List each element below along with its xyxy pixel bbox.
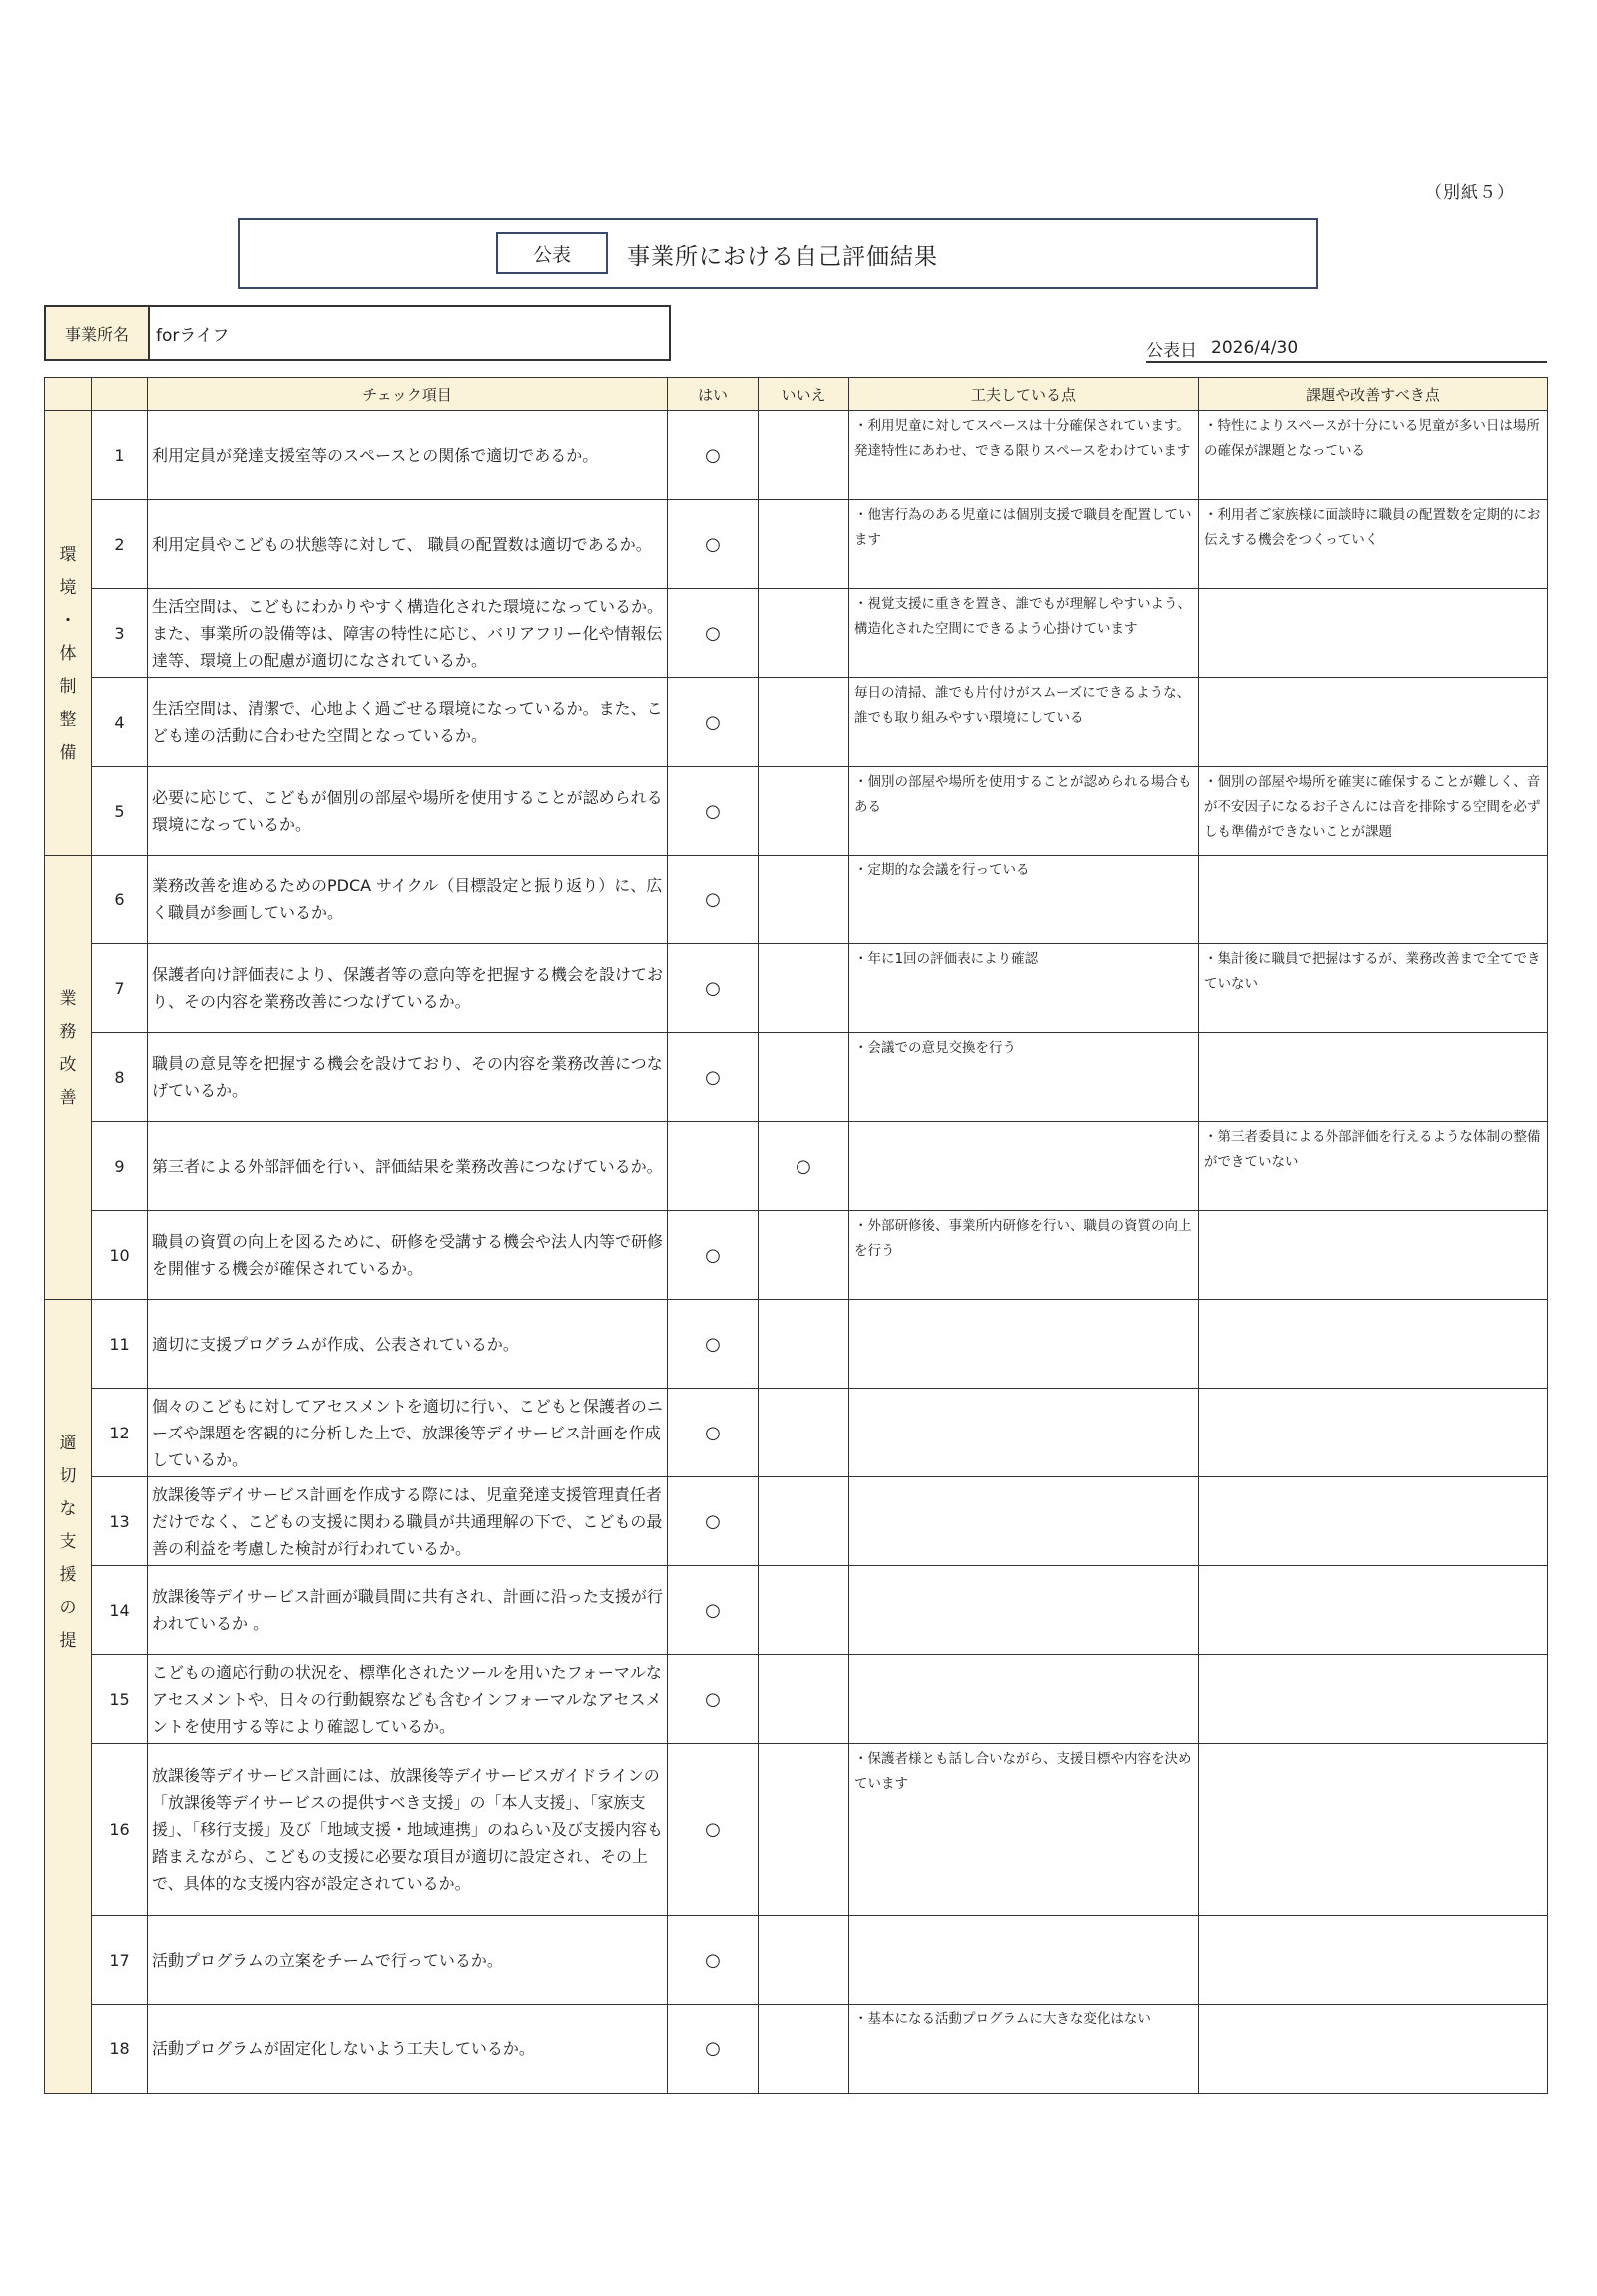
efforts-note [849,1477,1199,1566]
check-item-text: 個々のこどもに対してアセスメントを適切に行い、こどもと保護者のニーズや課題を客観的に分析した上で、放課後等デイサービス計画を作成しているか。 [148,1389,668,1477]
check-item-text: 放課後等デイサービス計画を作成する際には、児童発達支援管理責任者だけでなく、こどもの支援に関わる職員が共通理解の下で、こどもの最善の利益を考慮した検討が行われているか。 [148,1477,668,1566]
no-mark [759,1477,849,1566]
no-mark [759,1744,849,1916]
yes-mark: ○ [668,1300,759,1389]
yes-mark: ○ [668,1033,759,1122]
item-number: 4 [92,678,148,767]
check-item-text: 第三者による外部評価を行い、評価結果を業務改善につなげているか。 [148,1122,668,1211]
no-mark [759,2005,849,2094]
check-item-text: 活動プログラムが固定化しないよう工夫しているか。 [148,2005,668,2094]
issues-note [1199,1211,1548,1300]
table-row [45,1566,1548,1655]
item-number: 18 [92,2005,148,2094]
item-number: 8 [92,1033,148,1122]
check-item-text: 利用定員やこどもの状態等に対して、 職員の配置数は適切であるか。 [148,500,668,589]
header-category [45,378,92,411]
issues-note: ・個別の部屋や場所を確実に確保することが難しく、音が不安因子になるお子さんには音を排除する空間を必ずしも準備ができないことが課題 [1199,767,1548,856]
issues-note: ・第三者委員による外部評価を行えるような体制の整備ができていない [1199,1122,1548,1211]
no-mark: ○ [759,1122,849,1211]
table-body [45,411,1548,2094]
issues-note [1199,1300,1548,1389]
header-number [92,378,148,411]
efforts-note: ・他害行為のある児童には個別支援で職員を配置しています [849,500,1199,589]
yes-mark: ○ [668,944,759,1033]
issues-note: ・特性によりスペースが十分にいる児童が多い日は場所の確保が課題となっている [1199,411,1548,500]
check-item-text: 職員の意見等を把握する機会を設けており、その内容を業務改善につなげているか。 [148,1033,668,1122]
no-mark [759,767,849,856]
item-number: 15 [92,1655,148,1744]
efforts-note: ・保護者様とも話し合いながら、支援目標や内容を決めています [849,1744,1199,1916]
check-item-text: 職員の資質の向上を図るために、研修を受講する機会や法人内等で研修を開催する機会が確保されているか。 [148,1211,668,1300]
issues-note [1199,2005,1548,2094]
no-mark [759,1916,849,2005]
publication-date-label: 公表日 [1146,340,1197,361]
no-mark [759,1211,849,1300]
yes-mark: ○ [668,2005,759,2094]
item-number: 5 [92,767,148,856]
document-title: 事業所における自己評価結果 [627,244,938,270]
issues-note [1199,589,1548,678]
table-row [45,1744,1548,1916]
check-item-text: 保護者向け評価表により、保護者等の意向等を把握する機会を設けており、その内容を業務改善につなげているか。 [148,944,668,1033]
issues-note [1199,1916,1548,2005]
table-row [45,589,1548,678]
issues-note [1199,1566,1548,1655]
item-number: 6 [92,856,148,944]
check-item-text: 生活空間は、こどもにわかりやすく構造化された環境になっているか。また、事業所の設備等は、障害の特性に応じ、バリアフリー化や情報伝達等、環境上の配慮が適切になされているか。 [148,589,668,678]
no-mark [759,500,849,589]
table-row [45,2005,1548,2094]
yes-mark: ○ [668,1211,759,1300]
yes-mark: ○ [668,411,759,500]
table-row [45,500,1548,589]
no-mark [759,1655,849,1744]
check-item-text: 必要に応じて、こどもが個別の部屋や場所を使用することが認められる環境になっているか。 [148,767,668,856]
category-label: 適 切 な 支 援 の 提 [59,1434,77,1651]
check-item-text: 放課後等デイサービス計画が職員間に共有され、計画に沿った支援が行われているか 。 [148,1566,668,1655]
table-row [45,1033,1548,1122]
title-box [238,218,1318,289]
header-check-item: チェック項目 [148,378,668,411]
yes-mark: ○ [668,1389,759,1477]
issues-note: ・集計後に職員で把握はするが、業務改善まで全てできていない [1199,944,1548,1033]
table-row [45,856,1548,944]
yes-mark: ○ [668,589,759,678]
table-row [45,1655,1548,1744]
item-number: 9 [92,1122,148,1211]
table-row [45,767,1548,856]
table-row [45,944,1548,1033]
evaluation-table [44,377,1548,2094]
header-no: いいえ [759,378,849,411]
item-number: 2 [92,500,148,589]
check-item-text: 放課後等デイサービス計画には、放課後等デイサービスガイドラインの「放課後等デイサービスの提供すべき支援」の「本人支援」、「家族支援」、「移行支援」及び「地域支援・地域連携」のねらい及び支援内容も踏まえながら、こどもの支援に必要な項目が適切に設定され、その上で、具体的な支援内容が設定されているか。 [148,1744,668,1916]
table-row [45,1477,1548,1566]
category-label: 業 務 改 善 [59,989,77,1108]
item-number: 16 [92,1744,148,1916]
yes-mark: ○ [668,1916,759,2005]
efforts-note [849,1300,1199,1389]
item-number: 13 [92,1477,148,1566]
check-item-text: こどもの適応行動の状況を、標準化されたツールを用いたフォーマルなアセスメントや、日々の行動観察なども含むインフォーマルなアセスメントを使用する等により確認しているか。 [148,1655,668,1744]
yes-mark: ○ [668,767,759,856]
category-cell [45,856,92,1300]
check-item-text: 利用定員が発達支援室等のスペースとの関係で適切であるか。 [148,411,668,500]
no-mark [759,589,849,678]
yes-mark: ○ [668,1744,759,1916]
header-issues: 課題や改善すべき点 [1199,378,1548,411]
item-number: 7 [92,944,148,1033]
table-header-row [45,378,1548,411]
efforts-note: ・外部研修後、事業所内研修を行い、職員の資質の向上を行う [849,1211,1199,1300]
efforts-note [849,1122,1199,1211]
table-row [45,1300,1548,1389]
efforts-note: ・会議での意見交換を行う [849,1033,1199,1122]
item-number: 11 [92,1300,148,1389]
issues-note [1199,1033,1548,1122]
no-mark [759,1389,849,1477]
efforts-note: ・定期的な会議を行っている [849,856,1199,944]
issues-note [1199,1744,1548,1916]
no-mark [759,1566,849,1655]
item-number: 17 [92,1916,148,2005]
table-row [45,411,1548,500]
table-row [45,1122,1548,1211]
no-mark [759,856,849,944]
check-item-text: 生活空間は、清潔で、心地よく過ごせる環境になっているか。また、こども達の活動に合わせた空間となっているか。 [148,678,668,767]
table-row [45,1916,1548,2005]
header-efforts: 工夫している点 [849,378,1199,411]
efforts-note: ・個別の部屋や場所を使用することが認められる場合もある [849,767,1199,856]
no-mark [759,411,849,500]
office-info [44,305,671,361]
yes-mark: ○ [668,1655,759,1744]
efforts-note: ・利用児童に対してスペースは十分確保されています。発達特性にあわせ、できる限りスペースをわけています [849,411,1199,500]
item-number: 14 [92,1566,148,1655]
efforts-note: 毎日の清掃、誰でも片付けがスムーズにできるような、誰でも取り組みやすい環境にしている [849,678,1199,767]
issues-note [1199,1655,1548,1744]
issues-note [1199,856,1548,944]
category-cell [45,411,92,856]
yes-mark: ○ [668,1566,759,1655]
table-row [45,1211,1548,1300]
check-item-text: 活動プログラムの立案をチームで行っているか。 [148,1916,668,2005]
yes-mark: ○ [668,678,759,767]
table-row [45,1389,1548,1477]
issues-note [1199,1477,1548,1566]
check-item-text: 適切に支援プログラムが作成、公表されているか。 [148,1300,668,1389]
yes-mark: ○ [668,500,759,589]
no-mark [759,1300,849,1389]
issues-note: ・利用者ご家族様に面談時に職員の配置数を定期的にお伝えする機会をつくっていく [1199,500,1548,589]
item-number: 1 [92,411,148,500]
efforts-note: ・年に1回の評価表により確認 [849,944,1199,1033]
yes-mark: ○ [668,856,759,944]
no-mark [759,1033,849,1122]
efforts-note [849,1566,1199,1655]
category-label: 環 境 ・ 体 制 整 備 [59,545,77,763]
item-number: 10 [92,1211,148,1300]
office-name: forライフ [156,325,230,346]
efforts-note [849,1389,1199,1477]
check-item-text: 業務改善を進めるためのPDCA サイクル（目標設定と振り返り）に、広く職員が参画しているか。 [148,856,668,944]
item-number: 12 [92,1389,148,1477]
efforts-note: ・基本になる活動プログラムに大きな変化はない [849,2005,1199,2094]
efforts-note [849,1916,1199,2005]
publication-date-value: 2026/4/30 [1211,338,1299,358]
office-label: 事業所名 [46,307,150,359]
header-yes: はい [668,378,759,411]
publication-date-field [1146,335,1547,363]
attachment-label: （別紙５） [1425,183,1515,203]
item-number: 3 [92,589,148,678]
no-mark [759,678,849,767]
yes-mark [668,1122,759,1211]
yes-mark: ○ [668,1477,759,1566]
no-mark [759,944,849,1033]
category-cell [45,1300,92,2094]
table-row [45,678,1548,767]
issues-note [1199,1389,1548,1477]
efforts-note [849,1655,1199,1744]
issues-note [1199,678,1548,767]
efforts-note: ・視覚支援に重きを置き、誰でもが理解しやすいよう、構造化された空間にできるよう心掛けています [849,589,1199,678]
public-tag: 公表 [496,232,608,274]
